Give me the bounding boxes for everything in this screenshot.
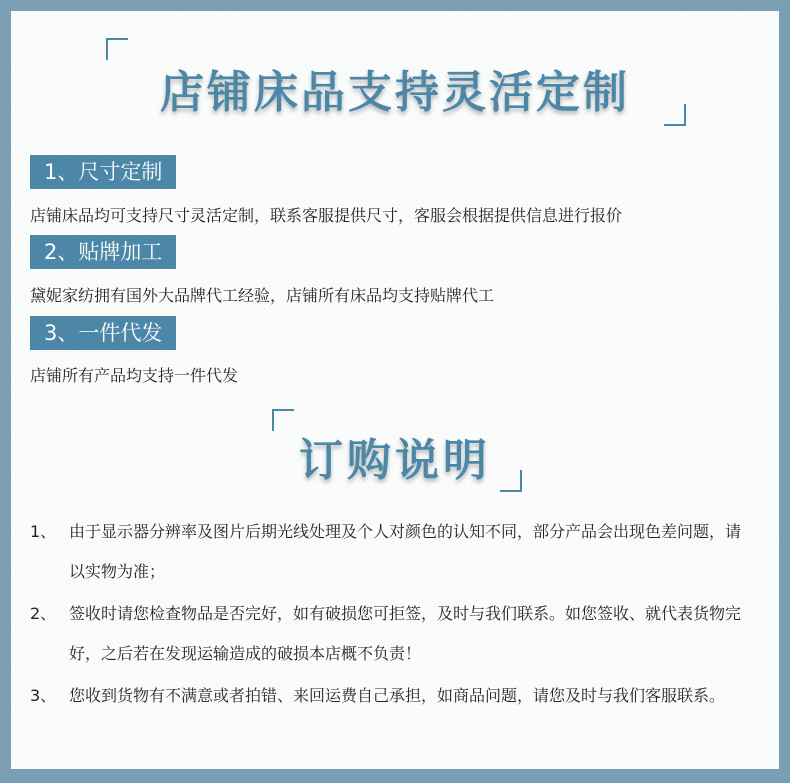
note-text: 由于显示器分辨率及图片后期光线处理及个人对颜色的认知不同，部分产品会出现色差问题，请以实物为准；	[69, 522, 742, 581]
note-item	[30, 512, 750, 592]
page-title: 店铺床品支持灵活定制	[160, 67, 630, 118]
section-text-size: 店铺床品均可支持尺寸灵活定制，联系客服提供尺寸，客服会根据提供信息进行报价	[30, 206, 623, 225]
note-text: 签收时请您检查物品是否完好，如有破损您可拒签，及时与我们联系。如您签收、就代表货物完好，之后若在发现运输造成的破损本店概不负责！	[69, 604, 742, 663]
note-item	[30, 676, 750, 716]
section-text-oem: 黛妮家纺拥有国外大品牌代工经验，店铺所有床品均支持贴牌代工	[30, 286, 495, 305]
section-text-dropship: 店铺所有产品均支持一件代发	[30, 366, 239, 385]
note-number: 3、	[30, 686, 57, 705]
section-label-oem: 2、贴牌加工	[30, 235, 176, 269]
section-label-dropship: 3、一件代发	[30, 316, 176, 350]
note-number: 2、	[30, 604, 57, 623]
section-label-size: 1、尺寸定制	[30, 155, 176, 189]
note-item	[30, 594, 750, 674]
order-notes	[30, 512, 750, 718]
note-number: 1、	[30, 522, 57, 541]
order-title: 订购说明	[299, 435, 491, 486]
note-text: 您收到货物有不满意或者拍错、来回运费自己承担，如商品问题，请您及时与我们客服联系。	[69, 686, 726, 705]
